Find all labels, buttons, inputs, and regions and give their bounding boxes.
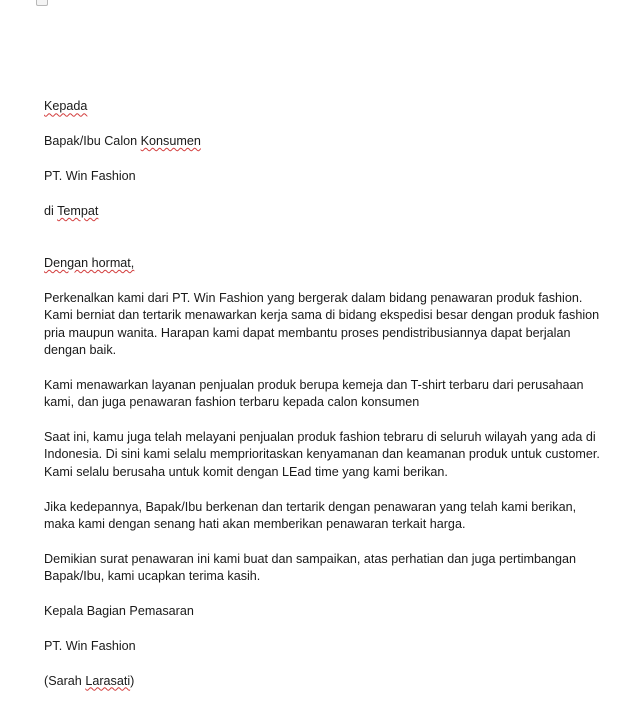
signer-name-close: ) xyxy=(130,673,135,688)
paragraph-introduction: Perkenalkan kami dari PT. Win Fashion yang bergerak dalam bidang penawaran produk fashion. Kami berniat dan tertarik menawarkan kerja sama di bidang ekspedisi besar dengan produk fashion pria maupun wanita. Harapan kami dapat membantu proses pendistribusiannya dapat berjalan dengan baik. xyxy=(44,290,600,358)
recipient-title-prefix: Bapak/Ibu Calon xyxy=(44,134,141,149)
location-line xyxy=(44,203,604,220)
paragraph-service: Saat ini, kamu juga telah melayani penjualan produk fashion tebraru di seluruh wilayah yang ada di Indonesia. Di sini kami selalu memprioritaskan kenyamanan dan keamanan produk untuk customer. Kami selalu berusaha untuk komit dengan LEad time yang kami berikan. xyxy=(44,430,600,479)
recipient-label-line xyxy=(44,81,604,116)
recipient-company: PT. Win Fashion xyxy=(44,169,136,183)
signer-name-word: Larasati xyxy=(85,673,131,688)
signer-name-line xyxy=(44,673,604,690)
greeting: Dengan hormat, xyxy=(44,256,135,270)
location-word: Tempat xyxy=(57,203,99,218)
signer-position: Kepala Bagian Pemasaran xyxy=(44,604,194,619)
location-prefix: di xyxy=(44,203,58,218)
greeting-line xyxy=(44,238,604,273)
recipient-title-line xyxy=(44,133,604,150)
signer-company: PT. Win Fashion xyxy=(44,638,136,653)
paragraph-closing: Demikian surat penawaran ini kami buat dan sampaikan, atas perhatian dan juga pertimbangan Bapak/Ibu, kami ucapkan terima kasih. xyxy=(44,551,577,584)
paragraph-offer: Kami menawarkan layanan penjualan produk berupa kemeja dan T-shirt terbaru dari perusahaan kami, dan juga penawaran fashion terbaru kepada calon konsumen xyxy=(44,377,584,410)
paragraph-pricing: Jika kedepannya, Bapak/Ibu berkenan dan tertarik dengan penawaran yang telah kami berikan, maka kami dengan senang hati akan memberikan penawaran terkait harga. xyxy=(44,499,577,532)
signer-name-open: (Sarah xyxy=(44,673,86,688)
letter-body[interactable] xyxy=(44,81,604,707)
recipient-title-word: Konsumen xyxy=(140,134,201,149)
page-corner-marker xyxy=(36,0,48,6)
recipient-label: Kepada xyxy=(44,99,88,114)
